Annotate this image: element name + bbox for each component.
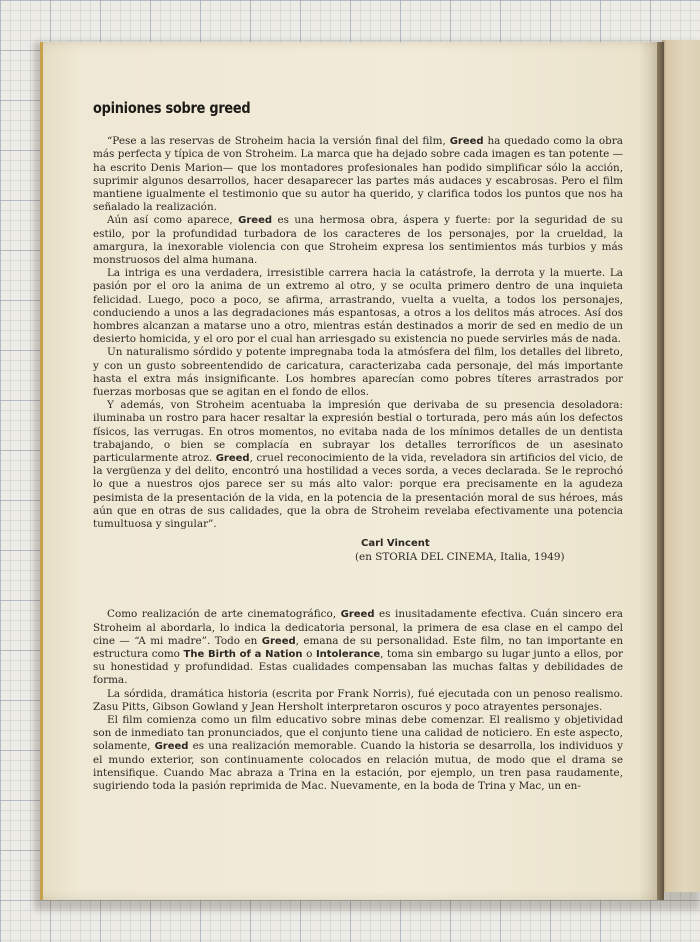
text-run: , cruel reconocimiento de la vida, reveladora sin artificios del vicio, de la vergüenza y del delito, encontró una hostilidad a veces sorda, a veces declarada. Se le reprochó lo que a nuestros ojos parece ser su más alto valor: porque era precisamente en la agudeza pesimista de la presentación de la vida, en la potencia de la presentación moral de sus héroes, más aún que en otras de sus calidades, que la obra de Stroheim revelaba efectivamente una potencia tumultuosa y singular”.: [93, 452, 624, 531]
text-run: La sórdida, dramática historia (escrita por Frank Norris), fué ejecutada con un penoso realismo. Zasu Pitts, Gibson Gowland y Jean Hersholt interpretaron oscuros y poco atrayentes personajes.: [93, 687, 623, 713]
bold-title: Greed: [340, 609, 375, 621]
author-name: Carl Vincent: [361, 538, 430, 550]
quote-attribution: [93, 537, 623, 564]
bold-title: The Birth of a Nation: [183, 648, 303, 660]
book-spine: [657, 42, 664, 900]
commentary-section: [93, 608, 623, 793]
text-run: Un naturalismo sórdido y potente impregnaba toda la atmósfera del film, los detalles del libreto, y con un gusto sobreentendido de caricatura, caracterizaba cada personaje, del más importante hasta el extra más insignificante. Los hombres aparecían como pobres títeres arrastrados por fuerzas morbosas que se agitan en el fondo de ellos.: [93, 346, 623, 399]
quote-section: [93, 135, 623, 531]
bold-title: Greed: [215, 453, 250, 465]
text-run: o: [302, 647, 316, 660]
quote-paragraph: [93, 346, 623, 399]
text-run: El film comienza como un film educativo sobre minas debe comenzar. El realismo y objetividad son de inmediato tan pronunciados, que el conjunto tiene una calidad de noticiero. En este aspecto, solamente,: [93, 713, 623, 753]
quote-paragraph: [93, 267, 623, 346]
citation-source: (en STORIA DEL CINEMA, Italia, 1949): [355, 550, 565, 563]
bold-title: Greed: [261, 635, 296, 647]
text-run: es inusitadamente efectiva. Cuán sincero era Stroheim al abordarla, lo indica la dedicatoria personal, la primera de esa clase en el campo del cine — “A mi madre”. Todo en: [93, 608, 624, 647]
quote-paragraph: [93, 214, 623, 267]
quote-paragraph: [93, 135, 623, 214]
text-run: ha quedado como la obra más perfecta y típica de von Stroheim. La marca que ha dejado sobre cada imagen es tan potente —ha escrito Denis Marion— que los montadores profesionales han podido simplificar sólo la acción, suprimir algunos desarrollos, hacer desaparecer las partes más audaces y escabrosas. Pero el film mantiene igualmente el testimonio que su autor ha querido, y clarifica todos los puntos que nos ha señalado la realización.: [93, 135, 623, 214]
bold-title: Greed: [449, 136, 484, 148]
text-run: “Pese a las reservas de Stroheim hacia la versión final del film,: [107, 135, 450, 148]
facing-page-edge: [662, 40, 700, 892]
quote-paragraph: [93, 399, 623, 531]
text-run: Y además, von Stroheim acentuaba la impresión que derivaba de su presencia desoladora: iluminaba un rostro para hacer resaltar la expresión bestial o torturada, pero más aún los defectos físicos, las verrugas. En otros momentos, no evitaba nada de los mínimos detalles de un dentista trabajando, o bien se complacía en subrayar los detalles terroríficos de un asesinato particularmente atroz.: [93, 399, 623, 465]
section2-paragraph: [93, 688, 623, 714]
bold-title: Greed: [154, 741, 189, 753]
text-run: es una hermosa obra, áspera y fuerte: por la seguridad de su estilo, por la profundidad turbadora de los caracteres de los personajes, por la crueldad, la amargura, la inexorable violencia con que Stroheim expresa los sentimientos más turbios y más monstruosos del alma humana.: [93, 214, 623, 267]
bold-title: Intolerance: [315, 648, 381, 660]
section2-paragraph: [93, 608, 623, 687]
page-heading: opiniones sobre greed: [93, 99, 251, 117]
section2-paragraph: [93, 714, 623, 793]
text-run: Aún así como aparece,: [107, 214, 239, 227]
text-run: La intriga es una verdadera, irresistible carrera hacia la catástrofe, la derrota y la muerte. La pasión por el oro la anima de un extremo al otro, y se oculta primero dentro de una inquieta felicidad. Luego, poco a poco, se afirma, arrastrando, vuelta a vuelta, a todos los personajes, conduciendo a unos a las degradaciones más espantosas, a otros a los delitos más atroces. Así dos hombres alcanzan a matarse uno a otro, mientras están destinados a morir de sed en medio de un desierto homicida, y el oro por el cual han arriesgado su existencia no puede servirles más de nada.: [93, 267, 623, 346]
text-run: es una realización memorable. Cuando la historia se desarrolla, los individuos y el mundo exterior, son continuamente colocados en relación mutua, de modo que el drama se intensifique. Cuando Mac abraza a Trina en la estación, por ejemplo, un tren pasa raudamente, sugiriendo toda la pasión reprimida de Mac. Nuevamente, en la boda de Trina y Mac, un en-: [93, 740, 623, 792]
bold-title: Greed: [238, 215, 273, 227]
text-run: Como realización de arte cinematográfico,: [107, 608, 341, 621]
page-content: [93, 99, 624, 793]
text-run: , toma sin embargo su lugar junto a ellos, por su honestidad y profundidad. Estas cualidades compensaban las muchas faltas y debilidades de forma.: [93, 647, 623, 687]
text-run: , emana de su personalidad. Este film, no tan importante en estructura como: [93, 634, 624, 660]
book-page: [40, 42, 663, 900]
